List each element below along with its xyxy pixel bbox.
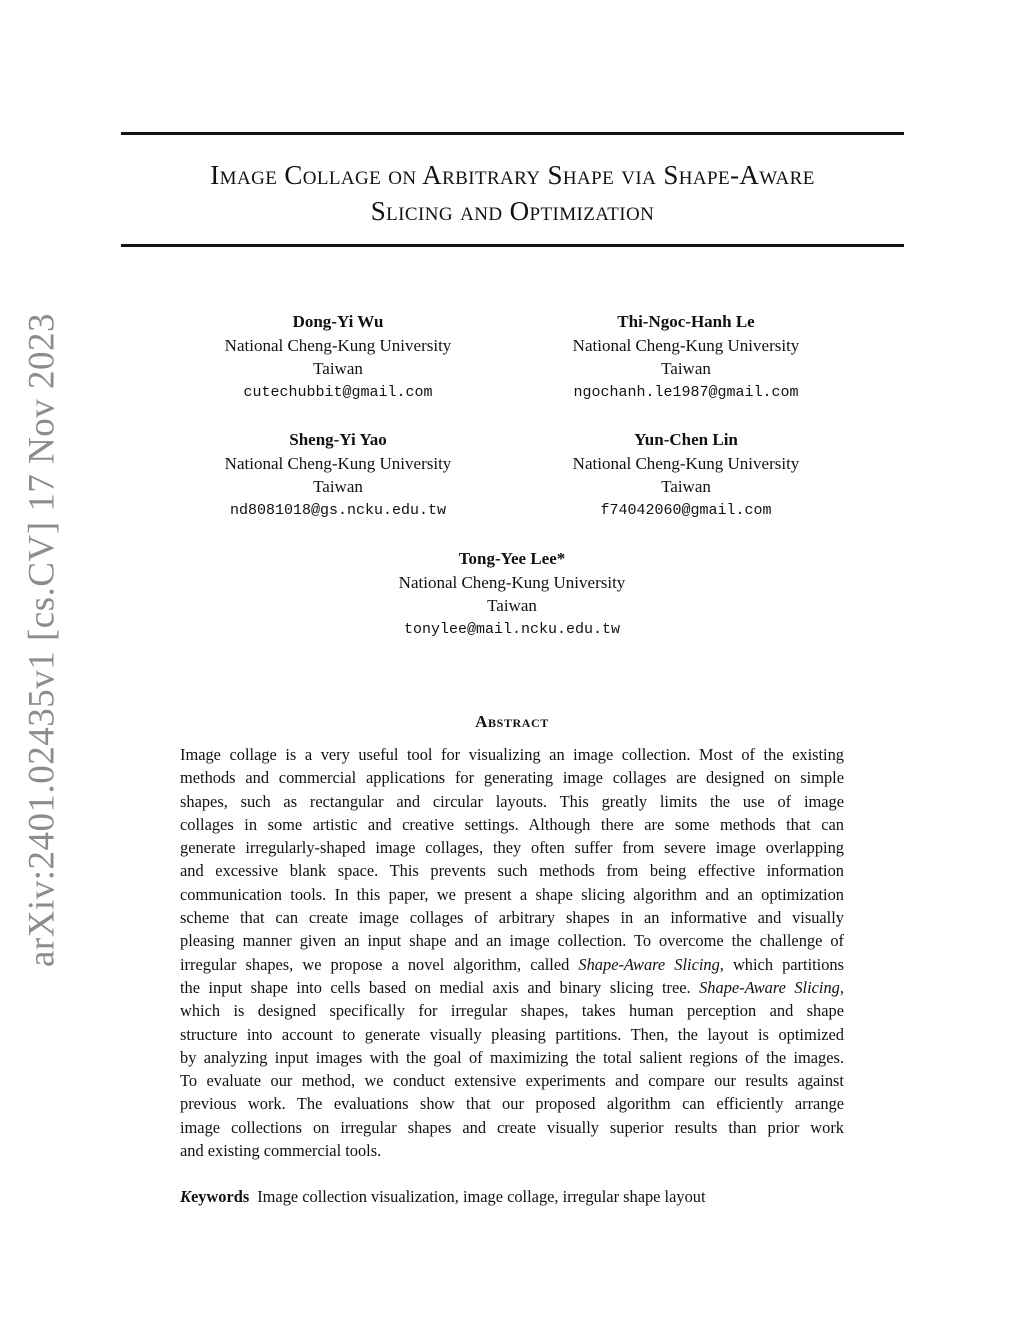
author-block-3 xyxy=(168,428,508,522)
keywords-section xyxy=(180,1187,844,1207)
paper-title-line-2: Slicing and Optimization xyxy=(370,196,655,226)
abstract-line: previous work. The evaluations show that our proposed algorithm can efficiently arrange xyxy=(180,1094,844,1114)
abstract-line: communication tools. In this paper, we present a shape slicing algorithm and an optimization xyxy=(180,884,844,904)
abstract-line: shapes, such as rectangular and circular layouts. This greatly limits the use of image xyxy=(180,791,844,811)
author-name: Sheng-Yi Yao xyxy=(289,430,387,449)
author-country: Taiwan xyxy=(313,359,363,378)
paper-title xyxy=(121,157,904,229)
author-affiliation: National Cheng-Kung University xyxy=(224,453,452,473)
author-block-1 xyxy=(168,310,508,404)
abstract-line: which is designed specifically for irregular shapes, takes human perception and shape xyxy=(180,1001,844,1021)
abstract-text: irregular shapes, we propose a novel algorithm, called xyxy=(180,954,579,974)
keywords-label xyxy=(180,1187,249,1206)
author-affiliation: National Cheng-Kung University xyxy=(224,335,452,355)
abstract-line: by analyzing input images with the goal of maximizing the total salient regions of the images. xyxy=(180,1047,844,1067)
abstract-line: and excessive blank space. This prevents such methods from being effective information xyxy=(180,861,844,881)
author-country: Taiwan xyxy=(487,596,537,615)
abstract-line: image collections on irregular shapes and create visually superior results than prior work xyxy=(180,1117,844,1137)
keywords-text: Image collection visualization, image collage, irregular shape layout xyxy=(257,1187,706,1206)
author-email: nd8081018@gs.ncku.edu.tw xyxy=(229,501,447,519)
author-name: Thi-Ngoc-Hanh Le xyxy=(617,312,755,331)
title-bottom-rule xyxy=(121,244,904,247)
title-top-rule xyxy=(121,132,904,135)
paper-title-line-1: Image Collage on Arbitrary Shape via Shape-Aware xyxy=(210,160,815,190)
abstract-text: the input shape into cells based on medial axis and binary slicing tree. xyxy=(180,977,700,997)
author-affiliation: National Cheng-Kung University xyxy=(572,453,800,473)
author-affiliation: National Cheng-Kung University xyxy=(572,335,800,355)
method-name-emphasis: Shape-Aware Slicing xyxy=(578,954,720,974)
abstract-line: and existing commercial tools. xyxy=(180,1141,382,1161)
abstract-heading: Abstract xyxy=(475,712,549,731)
author-email: ngochanh.le1987@gmail.com xyxy=(573,383,799,401)
abstract-line xyxy=(180,953,844,976)
author-country: Taiwan xyxy=(313,477,363,496)
author-email: cutechubbit@gmail.com xyxy=(243,383,433,401)
abstract-line: methods and commercial applications for generating image collages are designed on simple xyxy=(180,768,844,788)
abstract-line: collages in some artistic and creative settings. Although there are some methods that can xyxy=(180,814,844,834)
arxiv-identifier-stamp: arXiv:2401.02435v1 [cs.CV] 17 Nov 2023 xyxy=(21,312,63,968)
abstract-text: , xyxy=(839,977,844,997)
keywords-label-rest: eywords xyxy=(190,1187,250,1206)
abstract-body xyxy=(180,743,844,1162)
abstract-line: pleasing manner given an input shape and an image collection. To overcome the challenge of xyxy=(180,931,844,951)
abstract-text: , which partitions xyxy=(719,954,844,974)
author-email: f74042060@gmail.com xyxy=(600,501,772,519)
author-block-4 xyxy=(516,428,856,522)
author-block-5 xyxy=(342,547,682,641)
author-block-2 xyxy=(516,310,856,404)
author-name: Dong-Yi Wu xyxy=(292,312,384,331)
author-country: Taiwan xyxy=(661,477,711,496)
abstract-line: structure into account to generate visually pleasing partitions. Then, the layout is optimized xyxy=(180,1024,844,1044)
author-country: Taiwan xyxy=(661,359,711,378)
author-name: Tong-Yee Lee* xyxy=(458,549,566,568)
author-affiliation: National Cheng-Kung University xyxy=(398,572,626,592)
abstract-line: To evaluate our method, we conduct extensive experiments and compare our results against xyxy=(180,1071,844,1091)
keywords-label-initial: K xyxy=(180,1187,191,1206)
method-name-emphasis: Shape-Aware Slicing xyxy=(699,977,840,997)
author-name: Yun-Chen Lin xyxy=(634,430,738,449)
abstract-line xyxy=(180,976,844,999)
abstract-line: scheme that can create image collages of arbitrary shapes in an informative and visually xyxy=(180,908,844,928)
abstract-line: Image collage is a very useful tool for visualizing an image collection. Most of the existing xyxy=(180,745,844,764)
author-email: tonylee@mail.ncku.edu.tw xyxy=(403,620,621,638)
abstract-line: generate irregularly-shaped image collages, they often suffer from severe image overlapping xyxy=(180,838,844,858)
